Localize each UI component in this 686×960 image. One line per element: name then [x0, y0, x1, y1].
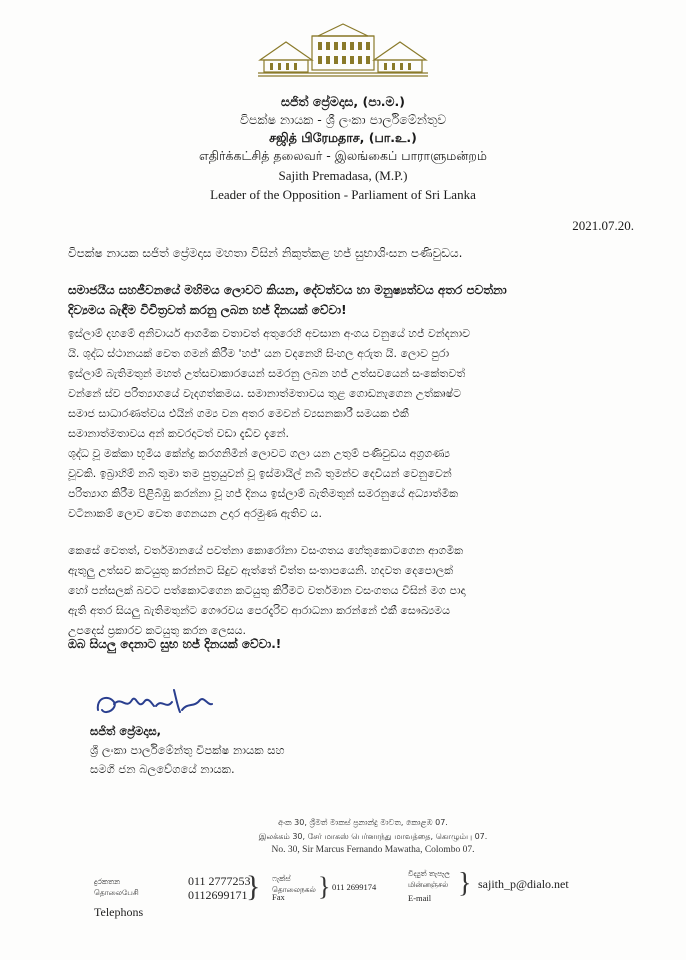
email-label-english: E-mail: [408, 893, 432, 903]
email-label-sinhala: විද්‍යුත් තැපෑල: [408, 869, 450, 878]
email-address: sajith_p@dialo.net: [478, 877, 569, 891]
brace-icon: }: [458, 868, 472, 899]
paragraph-line: සමානාත්මතාවය අන් කවරදාටත් වඩා දැඩිව දැනේ.: [68, 427, 290, 440]
fax-label-sinhala: ෆැක්ස්: [272, 874, 291, 883]
parliament-building-logo: [258, 20, 428, 78]
telephone-label-local: [94, 876, 139, 898]
letter-date: 2021.07.20.: [572, 218, 634, 233]
signatory-title-2: සමගි ජන බලවේගයේ නායක.: [90, 762, 235, 776]
fax-number: 011 2699174: [332, 882, 377, 892]
body-paragraph-3: [68, 541, 628, 641]
paragraph-line: වූවකි. ඉබ්‍රාහිම් නබි තුමා තම පුත්‍රයුවන් වූ ඉස්මායිල් නබි තුමන්ව දෙවියන් වෙනුවෙන්: [68, 467, 452, 480]
email-label-local: [408, 868, 450, 890]
email-label-tamil: மின்னஞ்சல்: [408, 880, 449, 889]
paragraph-line: සමාජ සාධාරණත්වය එයින් ගම්‍ය වන අතර මෙවන් ව්‍යසනකාරී සමයක එකී: [68, 407, 409, 420]
letterhead-name-sinhala: සජිත් ප්‍රේමදාස, (පා.ම.): [280, 94, 406, 109]
closing-greeting: ඔබ සියලු දෙනාට සුභ හජ් දිනයක් වේවා.!: [68, 637, 282, 651]
telephone-label-tamil: தொலைபேசி: [94, 888, 139, 897]
paragraph-line: කෙසේ වෙතත්, වර්තමානයේ පවත්නා කොරෝනා වසංගතය හේතුකොටගෙන ආගමික: [68, 544, 464, 557]
letterhead-title-tamil: எதிர்க்கட்சித் தலைவர் - இலங்கைப் பாராளுமன்றம்: [199, 148, 487, 163]
letterhead-title-english: Leader of the Opposition - Parliament of Sri Lanka: [210, 187, 476, 202]
paragraph-line: යි. ශුද්ධ ස්ථානයක් වෙත ගමන් කිරීම 'හජ්' යන වදනෙහි සිංහල අරුත යි. ලොව පුරා: [68, 347, 450, 360]
paragraph-line: ශුද්ධ වූ මක්කා භූමිය කේන්ද්‍ර කරගනිමින් ලොවට ගලා යන උතුම් පණිවුඩය අග්‍රගණ්‍ය: [68, 447, 450, 460]
paragraph-line: ඉස්ලාම් බැතිමතුන් මහත් උත්සවාකාරයෙන් සමරනු ලබන හජ් උත්සවයෙන් සංකේතවත්: [68, 367, 466, 380]
address-tamil: இலக்கம் 30, சேர் மாகஸ் பெர்னாந்து மாவத்தை, கொழும்பு 07.: [258, 832, 488, 841]
body-paragraph-2: [68, 444, 628, 524]
fax-label-tamil: தொலைநகல்: [272, 885, 316, 894]
telephone-label-sinhala: දුරකතන: [94, 877, 121, 886]
telephone-numbers: [188, 874, 251, 902]
paragraph-line: වන්නේ ස්ව පරිත්‍යාගයේ වැදගත්කමය. සමානාත්මතාවය තුළ ගොඩනැගෙන උත්කෘෂ්ට: [68, 387, 462, 400]
paragraph-line: පරිත්‍යාග කිරීම පිළිබිඹු කරන්නා වූ හජ් දිනය ඉස්ලාම් බැතිමතුන් සමරනුයේ අධ්‍යාත්මික: [68, 487, 459, 500]
telephone-number-1: 011 2777253: [188, 874, 251, 888]
paragraph-line: ඉස්ලාම් දහමේ අනිවාර්ය ආගමික වතාවත් අතුරෙහි අවසාන අංගය වනුයේ හජ් වන්දනාව: [68, 327, 471, 340]
signatory-title-1: ශ්‍රී ලංකා පාර්ලිමේන්තු විපක්ෂ නායක සහ: [90, 743, 285, 757]
paragraph-line: උපදෙස් ප්‍රකාරව කටයුතු කරන ලෙසය.: [68, 624, 247, 637]
letterhead-title-sinhala: විපක්ෂ නායක - ශ්‍රී ලංකා පාර්ලිමේන්තුව: [239, 112, 447, 127]
paragraph-line: ඇති අතර සියලු බැතිමතුන්ට ගෞරවය පෙරදැරිව ආරාධනා කරන්නේ එකී සෞඛ්‍යමය: [68, 604, 451, 617]
letter-subject: විපක්ෂ නායක සජිත් ප්‍රේමදාස මහතා විසින් නිකුත්කළ හජ් සුභාශිංසන පණිවුඩය.: [68, 246, 463, 260]
signatory-name: සජිත් ප්‍රේමදාස,: [90, 724, 162, 738]
heading-line: සමාජයීය සහජීවනයේ මහිමය ලොවට කියන, දේවත්වය හා මනුෂ්‍යත්වය අතර පවත්නා: [68, 283, 507, 297]
brace-icon: }: [318, 872, 331, 901]
heading-line: දිව්‍යමය බැඳීම විචිත්‍රවත් කරනු ලබන හජ් දිනයක් වේවා!: [68, 303, 347, 317]
body-paragraph-1: [68, 324, 628, 444]
fax-label-english: Fax: [272, 892, 285, 902]
address-english: No. 30, Sir Marcus Fernando Mawatha, Colombo 07.: [271, 845, 475, 855]
letter-heading: [68, 280, 628, 320]
brace-icon: }: [246, 870, 261, 903]
telephone-number-2: 0112699171: [188, 888, 248, 902]
letterhead-name-english: Sajith Premadasa, (M.P.): [278, 168, 408, 183]
handwritten-signature: [92, 680, 252, 726]
paragraph-line: හෝ පන්සලක් බවට පත්කොටගෙන කටයුතු කිරීමට වර්තමාන වසංගතය විසින් මග පාදා: [68, 584, 466, 597]
address-sinhala: අංක 30, ශ්‍රීමත් මාකස් ප්‍රනාන්දු මාවත, කොළඹ 07.: [278, 818, 448, 827]
telephone-label-english: Telephons: [94, 905, 144, 919]
paragraph-line: ඇතුලු උත්සව කටයුතු කරන්නට සිදුව ඇත්තේ චිත්ත සංතාපයෙනි. හදවත දෙපොලක්: [68, 564, 454, 577]
paragraph-line: වටිනාකම් ලොව වෙත ගෙනයන උදාර අරමුණ ඇතිව ය.: [68, 507, 322, 520]
letterhead-name-tamil: சஜித் பிரேமதாச, (பா.உ.): [269, 130, 417, 145]
